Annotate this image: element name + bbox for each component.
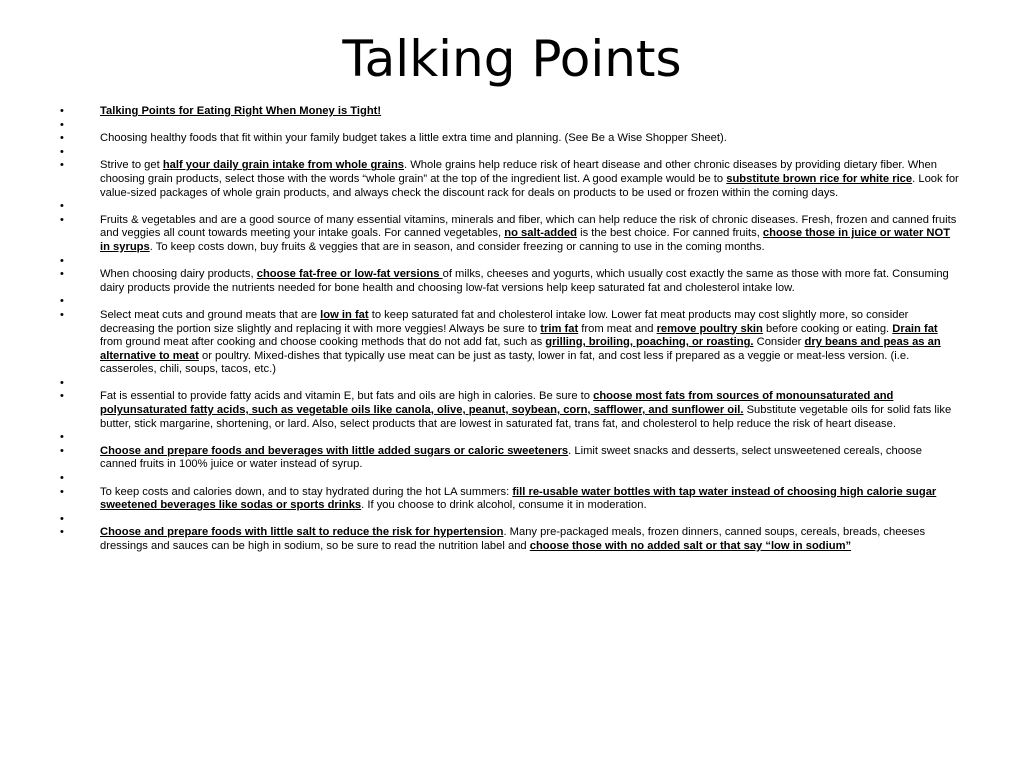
bullet-text: . Limit sweet snacks and desserts, select unsweetened cereals, choose canned fruits in 100% juice or water instead of syrup. [100,444,922,471]
bullet-text: Select meat cuts and ground meats that are [100,308,321,321]
empty-bullet [60,513,960,527]
bullet-item [60,159,960,200]
emphasis-text: choose those with no added salt or that say “low in sodium” [529,540,852,552]
emphasis-text: choose fat-free or low-fat versions [256,268,443,281]
bullet-text: To keep costs and calories down, and to stay hydrated during the hot LA summers: [100,485,513,498]
emphasis-text: Talking Points for Eating Right When Money is Tight! [100,105,382,117]
bullet-item [60,214,960,255]
empty-bullet [60,200,960,214]
bullet-item [60,390,960,431]
bullet-list [60,105,960,554]
bullet-item [60,132,960,146]
bullet-item [60,526,960,553]
bullet-text: Fruits & vegetables and are a good source of many essential vitamins, minerals and fiber, which can help reduce the risk of chronic diseases. Fresh, frozen and canned fruits and veggies all count towards meeting your intake goals. For canned vegetables, [100,213,957,240]
empty-bullet [60,255,960,269]
bullet-text: to keep saturated fat and cholesterol intake low. Lower fat meat products may cost slightly more, so consider decreasing the portion size slightly and replacing it with more veggies! Always be sure to [100,308,909,335]
emphasis-text: fill re-usable water bottles with tap water instead of choosing high calorie sugar sweetened beverages like sodas or sports drinks [100,485,937,512]
bullet-item [60,105,960,119]
bullet-text: . Look for value-sized packages of whole grain products, and always check the discount rack for deals on products to be used or frozen within the coming days. [100,172,959,199]
emphasis-text: half your daily grain intake from whole grains [162,159,405,172]
emphasis-text: low in fat [320,308,369,321]
bullet-text: Choosing healthy foods that fit within your family budget takes a little extra time and planning. (See Be a Wise Shopper Sheet). [100,132,727,145]
emphasis-text: remove poultry skin [656,322,763,335]
bullet-text: Consider [753,336,805,349]
bullet-text: . To keep costs down, buy fruits & veggies that are in season, and consider freezing or canning to use in the coming months. [149,240,765,253]
bullet-text: Substitute vegetable oils for solid fats like butter, stick margarine, shortening, or lard. Also, select products that are lowest in saturated fat, trans fat, and cholesterol to help reduce the risk of heart disease. [100,404,952,430]
emphasis-text: Choose and prepare foods and beverages with little added sugars or caloric sweeteners [100,444,569,457]
bullet-text: . Whole grains help reduce risk of heart disease and other chronic diseases by providing dietary fiber. When choosing grain products, select those with the words “whole grain” at the top of the ingredient list. A good example would be to [100,159,937,185]
emphasis-text: dry beans and peas as an alternative to meat [100,336,941,362]
emphasis-text: choose most fats from sources of monounsaturated and polyunsaturated fatty acids, such as vegetable oils like canola, olive, peanut, soybean, corn, safflower, and sunflower oil. [100,390,894,417]
empty-bullet [60,377,960,391]
bullet-text: of milks, cheeses and yogurts, which usually cost exactly the same as those with more fat. Consuming dairy products provide the nutrients needed for bone health and choosing low-fat versions help keep saturated fat and cholesterol intake low. [100,268,949,294]
emphasis-text: Drain fat [892,322,938,335]
bullet-item [60,309,960,377]
bullet-text: from meat and [578,322,657,335]
bullet-item [60,486,960,513]
emphasis-text: grilling, broiling, poaching, or roasting. [545,336,754,349]
bullet-text: When choosing dairy products, [100,268,257,281]
slide-title: Talking Points [342,30,682,88]
empty-bullet [60,146,960,160]
empty-bullet [60,119,960,133]
emphasis-text: substitute brown rice for white rice [726,172,913,185]
bullet-text: or poultry. Mixed-dishes that typically use meat can be just as tasty, lower in fat, and cost less if prepared as a veggie or meat-less version. (i.e. casseroles, chili, soups, tacos, etc.) [100,349,910,376]
emphasis-text: Choose and prepare foods with little salt to reduce the risk for hypertension [100,526,504,539]
bullet-text: Strive to get [100,159,163,172]
bullet-text: . If you choose to drink alcohol, consume it in moderation. [361,499,647,512]
empty-bullet [60,431,960,445]
bullet-text: . Many pre-packaged meals, frozen dinners, canned soups, cereals, breads, cheeses dressings and sauces can be high in sodium, so be sure to read the nutrition label and [100,526,926,552]
bullet-item [60,268,960,295]
empty-bullet [60,472,960,486]
bullet-text: is the best choice. For canned fruits, [576,227,763,240]
emphasis-text: trim fat [540,322,579,335]
emphasis-text: choose those in juice or water NOT in syrups [100,227,951,253]
bullet-item [60,445,960,472]
bullet-text: before cooking or eating. [762,322,893,335]
empty-bullet [60,295,960,309]
emphasis-text: no salt-added [504,227,577,240]
bullet-text: from ground meat after cooking and choose cooking methods that do not add fat, such as [100,336,546,349]
bullet-text: Fat is essential to provide fatty acids and vitamin E, but fats and oils are high in calories. Be sure to [100,390,594,403]
